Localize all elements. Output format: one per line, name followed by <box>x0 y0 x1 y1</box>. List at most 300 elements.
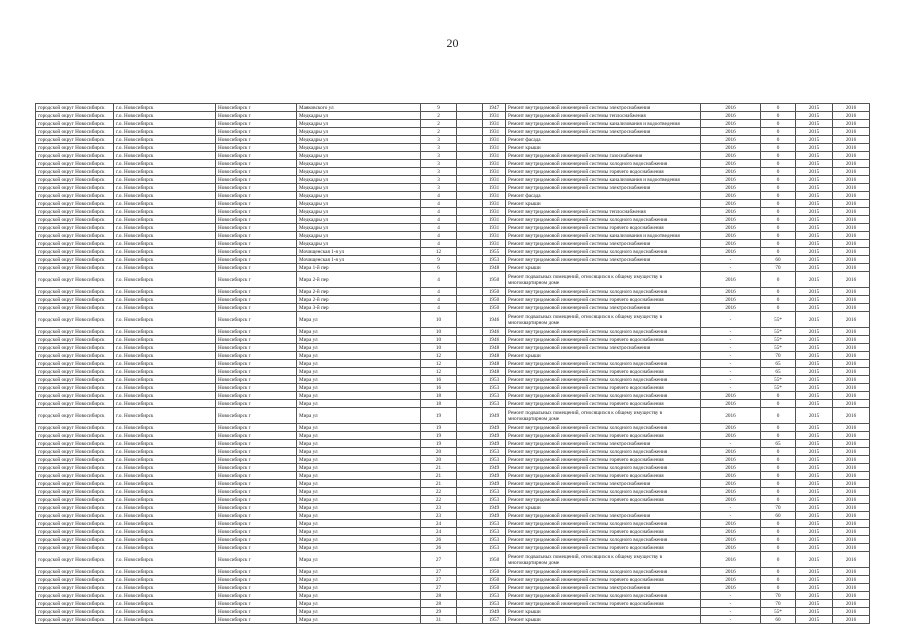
municipality-cell: г.о. Новосибирск <box>114 104 216 112</box>
street-cell: Мира 3-й пер <box>297 304 421 312</box>
plan-year-cell: 2016 <box>701 144 761 152</box>
city-cell: Новосибирск г <box>216 480 297 488</box>
street-cell: Медкадры ул <box>297 216 421 224</box>
table-row <box>36 544 870 552</box>
table-row <box>36 608 870 616</box>
end-year-cell: 2016 <box>833 272 870 288</box>
blank-cell <box>457 448 483 456</box>
plan-year-cell: 2016 <box>701 544 761 552</box>
end-year-cell: 2016 <box>833 536 870 544</box>
plan-year-cell: 2016 <box>701 496 761 504</box>
start-year-cell: 2015 <box>796 568 833 576</box>
end-year-cell: 2016 <box>833 448 870 456</box>
house-cell: 29 <box>421 608 457 616</box>
city-cell: Новосибирск г <box>216 544 297 552</box>
start-year-cell: 2015 <box>796 160 833 168</box>
street-cell: Медкадры ул <box>297 192 421 200</box>
year-built-cell: 1953 <box>483 392 506 400</box>
street-cell: Мира 2-й пер <box>297 272 421 288</box>
blank-cell <box>457 576 483 584</box>
end-year-cell: 2016 <box>833 504 870 512</box>
end-year-cell: 2016 <box>833 208 870 216</box>
city-cell: Новосибирск г <box>216 200 297 208</box>
year-built-cell: 1949 <box>483 432 506 440</box>
street-cell: Мира ул <box>297 520 421 528</box>
city-cell: Новосибирск г <box>216 400 297 408</box>
plan-year-cell: 2016 <box>701 464 761 472</box>
house-cell: 3 <box>421 160 457 168</box>
house-cell: 23 <box>421 504 457 512</box>
work-type-cell: Ремонт крыши <box>506 352 701 360</box>
district-cell: городской округ Новосибирск <box>36 456 114 464</box>
municipality-cell: г.о. Новосибирск <box>114 536 216 544</box>
table-row <box>36 568 870 576</box>
cost-cell: 0 <box>761 176 796 184</box>
year-built-cell: 1931 <box>483 192 506 200</box>
start-year-cell: 2015 <box>796 256 833 264</box>
city-cell: Новосибирск г <box>216 384 297 392</box>
street-cell: Медкадры ул <box>297 184 421 192</box>
municipality-cell: г.о. Новосибирск <box>114 488 216 496</box>
year-built-cell: 1953 <box>483 456 506 464</box>
year-built-cell: 1949 <box>483 440 506 448</box>
house-cell: 28 <box>421 592 457 600</box>
plan-year-cell: 2016 <box>701 536 761 544</box>
work-type-cell: Ремонт внутридомовой инженерной системы электроснабжения <box>506 584 701 592</box>
street-cell: Медкадры ул <box>297 232 421 240</box>
blank-cell <box>457 160 483 168</box>
cost-cell: 0 <box>761 224 796 232</box>
district-cell: городской округ Новосибирск <box>36 192 114 200</box>
municipality-cell: г.о. Новосибирск <box>114 336 216 344</box>
house-cell: 16 <box>421 384 457 392</box>
end-year-cell: 2016 <box>833 112 870 120</box>
work-type-cell: Ремонт фасада <box>506 136 701 144</box>
street-cell: Мира ул <box>297 328 421 336</box>
municipality-cell: г.о. Новосибирск <box>114 272 216 288</box>
blank-cell <box>457 312 483 328</box>
municipality-cell: г.о. Новосибирск <box>114 608 216 616</box>
municipality-cell: г.о. Новосибирск <box>114 264 216 272</box>
city-cell: Новосибирск г <box>216 376 297 384</box>
city-cell: Новосибирск г <box>216 128 297 136</box>
house-cell: 9 <box>421 256 457 264</box>
house-cell: 12 <box>421 368 457 376</box>
plan-year-cell: - <box>701 352 761 360</box>
street-cell: Медкадры ул <box>297 224 421 232</box>
blank-cell <box>457 112 483 120</box>
city-cell: Новосибирск г <box>216 312 297 328</box>
city-cell: Новосибирск г <box>216 392 297 400</box>
year-built-cell: 1931 <box>483 224 506 232</box>
street-cell: Мира ул <box>297 592 421 600</box>
start-year-cell: 2015 <box>796 176 833 184</box>
blank-cell <box>457 392 483 400</box>
district-cell: городской округ Новосибирск <box>36 432 114 440</box>
house-cell: 3 <box>421 144 457 152</box>
district-cell: городской округ Новосибирск <box>36 504 114 512</box>
house-cell: 28 <box>421 600 457 608</box>
blank-cell <box>457 384 483 392</box>
cost-cell: 0 <box>761 152 796 160</box>
house-cell: 27 <box>421 552 457 568</box>
municipality-cell: г.о. Новосибирск <box>114 592 216 600</box>
year-built-cell: 1931 <box>483 168 506 176</box>
work-type-cell: Ремонт внутридомовой инженерной системы холодного водоснабжения <box>506 328 701 336</box>
street-cell: Мира ул <box>297 384 421 392</box>
street-cell: Мира ул <box>297 392 421 400</box>
work-type-cell: Ремонт подвальных помещений, относящихся к общему имуществу в многоквартирном доме <box>506 552 701 568</box>
end-year-cell: 2016 <box>833 120 870 128</box>
year-built-cell: 1950 <box>483 584 506 592</box>
street-cell: Маяковского ул <box>297 104 421 112</box>
city-cell: Новосибирск г <box>216 160 297 168</box>
start-year-cell: 2015 <box>796 328 833 336</box>
work-type-cell: Ремонт фасада <box>506 192 701 200</box>
district-cell: городской округ Новосибирск <box>36 240 114 248</box>
district-cell: городской округ Новосибирск <box>36 360 114 368</box>
table-row <box>36 224 870 232</box>
street-cell: Мира ул <box>297 440 421 448</box>
cost-cell: 65 <box>761 360 796 368</box>
district-cell: городской округ Новосибирск <box>36 600 114 608</box>
street-cell: Мира ул <box>297 360 421 368</box>
year-built-cell: 1949 <box>483 424 506 432</box>
house-cell: 10 <box>421 336 457 344</box>
year-built-cell: 1946 <box>483 312 506 328</box>
district-cell: городской округ Новосибирск <box>36 112 114 120</box>
work-type-cell: Ремонт внутридомовой инженерной системы холодного водоснабжения <box>506 360 701 368</box>
district-cell: городской округ Новосибирск <box>36 216 114 224</box>
municipality-cell: г.о. Новосибирск <box>114 504 216 512</box>
house-cell: 12 <box>421 248 457 256</box>
city-cell: Новосибирск г <box>216 168 297 176</box>
year-built-cell: 1931 <box>483 152 506 160</box>
start-year-cell: 2015 <box>796 520 833 528</box>
cost-cell: 0 <box>761 456 796 464</box>
district-cell: городской округ Новосибирск <box>36 128 114 136</box>
city-cell: Новосибирск г <box>216 512 297 520</box>
city-cell: Новосибирск г <box>216 112 297 120</box>
cost-cell: 65 <box>761 440 796 448</box>
street-cell: Мира 2-й пер <box>297 296 421 304</box>
blank-cell <box>457 152 483 160</box>
city-cell: Новосибирск г <box>216 248 297 256</box>
cost-cell: 55* <box>761 344 796 352</box>
city-cell: Новосибирск г <box>216 224 297 232</box>
district-cell: городской округ Новосибирск <box>36 336 114 344</box>
cost-cell: 0 <box>761 296 796 304</box>
table-row <box>36 512 870 520</box>
year-built-cell: 1948 <box>483 360 506 368</box>
cost-cell: 0 <box>761 304 796 312</box>
municipality-cell: г.о. Новосибирск <box>114 528 216 536</box>
table-row <box>36 352 870 360</box>
city-cell: Новосибирск г <box>216 536 297 544</box>
blank-cell <box>457 432 483 440</box>
end-year-cell: 2016 <box>833 184 870 192</box>
house-cell: 27 <box>421 576 457 584</box>
city-cell: Новосибирск г <box>216 464 297 472</box>
street-cell: Мира ул <box>297 448 421 456</box>
work-type-cell: Ремонт внутридомовой инженерной системы электроснабжения <box>506 512 701 520</box>
table-row <box>36 312 870 328</box>
district-cell: городской округ Новосибирск <box>36 152 114 160</box>
plan-year-cell: 2016 <box>701 272 761 288</box>
start-year-cell: 2015 <box>796 248 833 256</box>
start-year-cell: 2015 <box>796 288 833 296</box>
end-year-cell: 2016 <box>833 384 870 392</box>
cost-cell: 0 <box>761 104 796 112</box>
start-year-cell: 2015 <box>796 168 833 176</box>
district-cell: городской округ Новосибирск <box>36 232 114 240</box>
blank-cell <box>457 376 483 384</box>
work-type-cell: Ремонт внутридомовой инженерной системы горячего водоснабжения <box>506 400 701 408</box>
district-cell: городской округ Новосибирск <box>36 368 114 376</box>
work-type-cell: Ремонт внутридомовой инженерной системы холодного водоснабжения <box>506 376 701 384</box>
cost-cell: 0 <box>761 248 796 256</box>
city-cell: Новосибирск г <box>216 208 297 216</box>
blank-cell <box>457 224 483 232</box>
city-cell: Новосибирск г <box>216 576 297 584</box>
city-cell: Новосибирск г <box>216 496 297 504</box>
end-year-cell: 2016 <box>833 408 870 424</box>
plan-year-cell: - <box>701 312 761 328</box>
house-cell: 21 <box>421 464 457 472</box>
municipality-cell: г.о. Новосибирск <box>114 136 216 144</box>
house-cell: 10 <box>421 344 457 352</box>
street-cell: Мира ул <box>297 496 421 504</box>
blank-cell <box>457 336 483 344</box>
table-row <box>36 144 870 152</box>
street-cell: Мира ул <box>297 432 421 440</box>
street-cell: Мира ул <box>297 400 421 408</box>
district-cell: городской округ Новосибирск <box>36 208 114 216</box>
cost-cell: 0 <box>761 128 796 136</box>
house-cell: 4 <box>421 288 457 296</box>
city-cell: Новосибирск г <box>216 616 297 624</box>
year-built-cell: 1953 <box>483 528 506 536</box>
table-row <box>36 152 870 160</box>
street-cell: Медкадры ул <box>297 240 421 248</box>
city-cell: Новосибирск г <box>216 360 297 368</box>
blank-cell <box>457 552 483 568</box>
cost-cell: 70 <box>761 592 796 600</box>
start-year-cell: 2015 <box>796 496 833 504</box>
work-type-cell: Ремонт внутридомовой инженерной системы горячего водоснабжения <box>506 336 701 344</box>
city-cell: Новосибирск г <box>216 192 297 200</box>
table-row <box>36 120 870 128</box>
house-cell: 3 <box>421 168 457 176</box>
municipality-cell: г.о. Новосибирск <box>114 328 216 336</box>
municipality-cell: г.о. Новосибирск <box>114 600 216 608</box>
table-row <box>36 288 870 296</box>
cost-cell: 55* <box>761 376 796 384</box>
district-cell: городской округ Новосибирск <box>36 536 114 544</box>
district-cell: городской округ Новосибирск <box>36 520 114 528</box>
cost-cell: 0 <box>761 488 796 496</box>
work-type-cell: Ремонт внутридомовой инженерной системы теплоснабжения <box>506 112 701 120</box>
start-year-cell: 2015 <box>796 592 833 600</box>
house-cell: 4 <box>421 304 457 312</box>
plan-year-cell: 2016 <box>701 112 761 120</box>
table-row <box>36 360 870 368</box>
municipality-cell: г.о. Новосибирск <box>114 448 216 456</box>
end-year-cell: 2016 <box>833 304 870 312</box>
end-year-cell: 2016 <box>833 296 870 304</box>
municipality-cell: г.о. Новосибирск <box>114 400 216 408</box>
cost-cell: 0 <box>761 480 796 488</box>
district-cell: городской округ Новосибирск <box>36 480 114 488</box>
year-built-cell: 1931 <box>483 128 506 136</box>
city-cell: Новосибирск г <box>216 232 297 240</box>
work-type-cell: Ремонт внутридомовой инженерной системы теплоснабжения <box>506 208 701 216</box>
end-year-cell: 2016 <box>833 544 870 552</box>
city-cell: Новосибирск г <box>216 584 297 592</box>
plan-year-cell: 2016 <box>701 304 761 312</box>
street-cell: Мира ул <box>297 616 421 624</box>
blank-cell <box>457 264 483 272</box>
blank-cell <box>457 616 483 624</box>
year-built-cell: 1953 <box>483 600 506 608</box>
cost-cell: 0 <box>761 272 796 288</box>
plan-year-cell: 2016 <box>701 104 761 112</box>
year-built-cell: 1953 <box>483 384 506 392</box>
municipality-cell: г.о. Новосибирск <box>114 120 216 128</box>
municipality-cell: г.о. Новосибирск <box>114 184 216 192</box>
city-cell: Новосибирск г <box>216 528 297 536</box>
municipality-cell: г.о. Новосибирск <box>114 520 216 528</box>
blank-cell <box>457 192 483 200</box>
city-cell: Новосибирск г <box>216 264 297 272</box>
plan-year-cell: 2016 <box>701 192 761 200</box>
street-cell: Медкадры ул <box>297 176 421 184</box>
work-type-cell: Ремонт крыши <box>506 144 701 152</box>
start-year-cell: 2015 <box>796 464 833 472</box>
plan-year-cell: - <box>701 328 761 336</box>
blank-cell <box>457 200 483 208</box>
city-cell: Новосибирск г <box>216 520 297 528</box>
end-year-cell: 2016 <box>833 144 870 152</box>
house-cell: 12 <box>421 360 457 368</box>
district-cell: городской округ Новосибирск <box>36 296 114 304</box>
municipality-cell: г.о. Новосибирск <box>114 440 216 448</box>
year-built-cell: 1948 <box>483 352 506 360</box>
start-year-cell: 2015 <box>796 504 833 512</box>
table-row <box>36 184 870 192</box>
table-row <box>36 496 870 504</box>
year-built-cell: 1931 <box>483 176 506 184</box>
district-cell: городской округ Новосибирск <box>36 272 114 288</box>
start-year-cell: 2015 <box>796 376 833 384</box>
table-row <box>36 376 870 384</box>
district-cell: городской округ Новосибирск <box>36 424 114 432</box>
year-built-cell: 1931 <box>483 144 506 152</box>
house-cell: 10 <box>421 328 457 336</box>
end-year-cell: 2016 <box>833 360 870 368</box>
cost-cell: 0 <box>761 496 796 504</box>
municipality-cell: г.о. Новосибирск <box>114 384 216 392</box>
blank-cell <box>457 136 483 144</box>
table-row <box>36 448 870 456</box>
plan-year-cell: - <box>701 368 761 376</box>
work-type-cell: Ремонт внутридомовой инженерной системы горячего водоснабжения <box>506 456 701 464</box>
district-cell: городской округ Новосибирск <box>36 104 114 112</box>
work-type-cell: Ремонт внутридомовой инженерной системы горячего водоснабжения <box>506 576 701 584</box>
table-row <box>36 440 870 448</box>
end-year-cell: 2016 <box>833 488 870 496</box>
start-year-cell: 2015 <box>796 120 833 128</box>
house-cell: 4 <box>421 240 457 248</box>
table-row <box>36 136 870 144</box>
start-year-cell: 2015 <box>796 136 833 144</box>
district-cell: городской округ Новосибирск <box>36 592 114 600</box>
year-built-cell: 1953 <box>483 592 506 600</box>
year-built-cell: 1931 <box>483 112 506 120</box>
start-year-cell: 2015 <box>796 104 833 112</box>
end-year-cell: 2016 <box>833 432 870 440</box>
street-cell: Мира ул <box>297 312 421 328</box>
year-built-cell: 1953 <box>483 448 506 456</box>
street-cell: Мира ул <box>297 344 421 352</box>
municipality-cell: г.о. Новосибирск <box>114 128 216 136</box>
street-cell: Мира ул <box>297 336 421 344</box>
house-cell: 19 <box>421 440 457 448</box>
city-cell: Новосибирск г <box>216 440 297 448</box>
house-cell: 2 <box>421 120 457 128</box>
work-type-cell: Ремонт внутридомовой инженерной системы горячего водоснабжения <box>506 168 701 176</box>
end-year-cell: 2016 <box>833 128 870 136</box>
cost-cell: 55* <box>761 336 796 344</box>
table-row <box>36 600 870 608</box>
municipality-cell: г.о. Новосибирск <box>114 304 216 312</box>
district-cell: городской округ Новосибирск <box>36 344 114 352</box>
cost-cell: 0 <box>761 568 796 576</box>
cost-cell: 0 <box>761 392 796 400</box>
district-cell: городской округ Новосибирск <box>36 392 114 400</box>
table-row <box>36 528 870 536</box>
table-row <box>36 472 870 480</box>
start-year-cell: 2015 <box>796 264 833 272</box>
cost-cell: 0 <box>761 400 796 408</box>
start-year-cell: 2015 <box>796 480 833 488</box>
table-row <box>36 344 870 352</box>
work-type-cell: Ремонт внутридомовой инженерной системы электроснабжения <box>506 304 701 312</box>
year-built-cell: 1931 <box>483 160 506 168</box>
house-cell: 4 <box>421 296 457 304</box>
municipality-cell: г.о. Новосибирск <box>114 256 216 264</box>
street-cell: Мира ул <box>297 376 421 384</box>
year-built-cell: 1931 <box>483 208 506 216</box>
end-year-cell: 2016 <box>833 456 870 464</box>
page-number: 20 <box>446 36 459 50</box>
city-cell: Новосибирск г <box>216 600 297 608</box>
blank-cell <box>457 208 483 216</box>
blank-cell <box>457 592 483 600</box>
city-cell: Новосибирск г <box>216 288 297 296</box>
cost-cell: 0 <box>761 536 796 544</box>
house-cell: 20 <box>421 456 457 464</box>
street-cell: Медкадры ул <box>297 144 421 152</box>
street-cell: Мира ул <box>297 544 421 552</box>
street-cell: Мира ул <box>297 488 421 496</box>
cost-cell: 0 <box>761 544 796 552</box>
plan-year-cell: 2016 <box>701 520 761 528</box>
work-type-cell: Ремонт внутридомовой инженерной системы горячего водоснабжения <box>506 496 701 504</box>
table-row <box>36 192 870 200</box>
plan-year-cell: 2016 <box>701 456 761 464</box>
district-cell: городской округ Новосибирск <box>36 264 114 272</box>
